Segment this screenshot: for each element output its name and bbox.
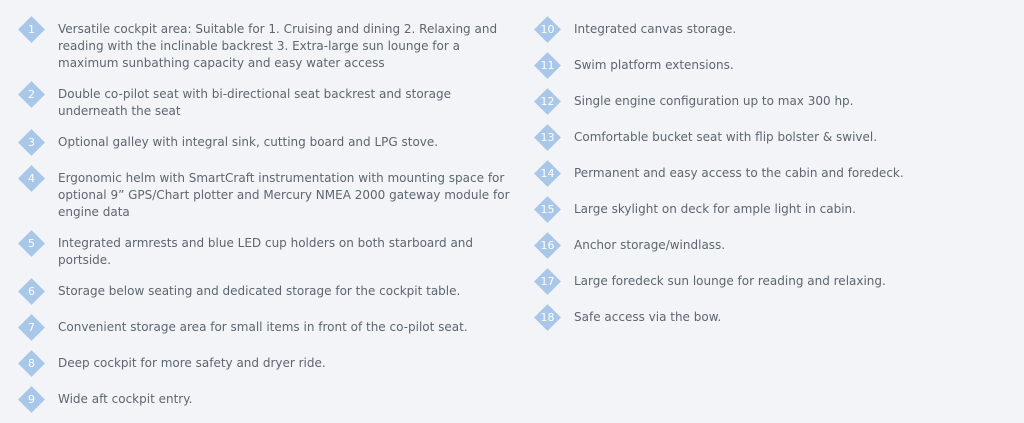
number-badge: [534, 88, 561, 115]
feature-text: Storage below seating and dedicated storage for the cockpit table.: [58, 284, 461, 298]
number-badge: [534, 160, 561, 187]
feature-item: [18, 82, 518, 120]
feature-text: Integrated armrests and blue LED cup holders on both starboard and portside.: [58, 236, 474, 267]
number-badge: [18, 350, 45, 377]
feature-text: Permanent and easy access to the cabin and foredeck.: [574, 166, 904, 180]
number-badge: [534, 196, 561, 223]
feature-text: Wide aft cockpit entry.: [58, 392, 193, 406]
badge-number: 2: [28, 88, 35, 101]
feature-item: [534, 269, 1014, 295]
badge-number: 14: [540, 167, 555, 180]
feature-text: Convenient storage area for small items in front of the co-pilot seat.: [58, 320, 468, 334]
badge-number: 16: [540, 239, 555, 252]
badge-number: 5: [28, 237, 35, 250]
feature-item: [534, 17, 1014, 43]
badge-number: 12: [540, 95, 555, 108]
badge-number: 3: [28, 136, 35, 149]
feature-text: Large foredeck sun lounge for reading and relaxing.: [574, 274, 886, 288]
feature-item: [534, 233, 1014, 259]
feature-item: [18, 351, 518, 377]
number-badge: [18, 314, 45, 341]
number-badge: [18, 81, 45, 108]
feature-text: Swim platform extensions.: [574, 58, 734, 72]
number-badge: [534, 16, 561, 43]
feature-text: Double co-pilot seat with bi-directional seat backrest and storage underneath the seat: [58, 87, 451, 118]
badge-number: 17: [540, 275, 555, 288]
feature-item: [18, 387, 518, 413]
badge-number: 7: [28, 321, 35, 334]
badge-number: 6: [28, 285, 35, 298]
feature-item: [534, 305, 1014, 331]
number-badge: [534, 52, 561, 79]
number-badge: [18, 129, 45, 156]
badge-number: 18: [540, 311, 555, 324]
badge-number: 8: [28, 357, 35, 370]
badge-number: 9: [28, 393, 35, 406]
feature-column-right: [534, 17, 1014, 341]
feature-item: [18, 315, 518, 341]
feature-item: [18, 166, 518, 221]
number-badge: [534, 304, 561, 331]
feature-item: [18, 17, 518, 72]
badge-number: 10: [540, 23, 555, 36]
feature-item: [18, 130, 518, 156]
feature-text: Ergonomic helm with SmartCraft instrumentation with mounting space for optional 9” GPS/Chart plotter and Mercury NMEA 2000 gateway module for engine data: [58, 171, 510, 219]
badge-number: 1: [28, 23, 35, 36]
feature-text: Deep cockpit for more safety and dryer ride.: [58, 356, 326, 370]
feature-text: Optional galley with integral sink, cutting board and LPG stove.: [58, 135, 439, 149]
feature-text: Integrated canvas storage.: [574, 22, 737, 36]
feature-text: Anchor storage/windlass.: [574, 238, 726, 252]
badge-number: 15: [540, 203, 555, 216]
feature-text: Safe access via the bow.: [574, 310, 722, 324]
feature-text: Large skylight on deck for ample light in cabin.: [574, 202, 856, 216]
feature-item: [534, 89, 1014, 115]
number-badge: [534, 124, 561, 151]
feature-item: [534, 161, 1014, 187]
number-badge: [534, 268, 561, 295]
feature-item: [18, 231, 518, 269]
feature-item: [18, 279, 518, 305]
number-badge: [18, 230, 45, 257]
badge-number: 4: [28, 172, 35, 185]
feature-item: [534, 53, 1014, 79]
badge-number: 13: [540, 131, 555, 144]
feature-text: Comfortable bucket seat with flip bolster & swivel.: [574, 130, 878, 144]
feature-column-left: [18, 17, 518, 423]
number-badge: [534, 232, 561, 259]
feature-item: [534, 125, 1014, 151]
feature-text: Versatile cockpit area: Suitable for 1. Cruising and dining 2. Relaxing and reading with the inclinable backrest 3. Extra-large sun lounge for a maximum sunbathing capacity and easy water access: [58, 22, 498, 70]
number-badge: [18, 16, 45, 43]
number-badge: [18, 278, 45, 305]
badge-number: 11: [540, 59, 555, 72]
feature-text: Single engine configuration up to max 300 hp.: [574, 94, 854, 108]
number-badge: [18, 165, 45, 192]
number-badge: [18, 386, 45, 413]
feature-item: [534, 197, 1014, 223]
